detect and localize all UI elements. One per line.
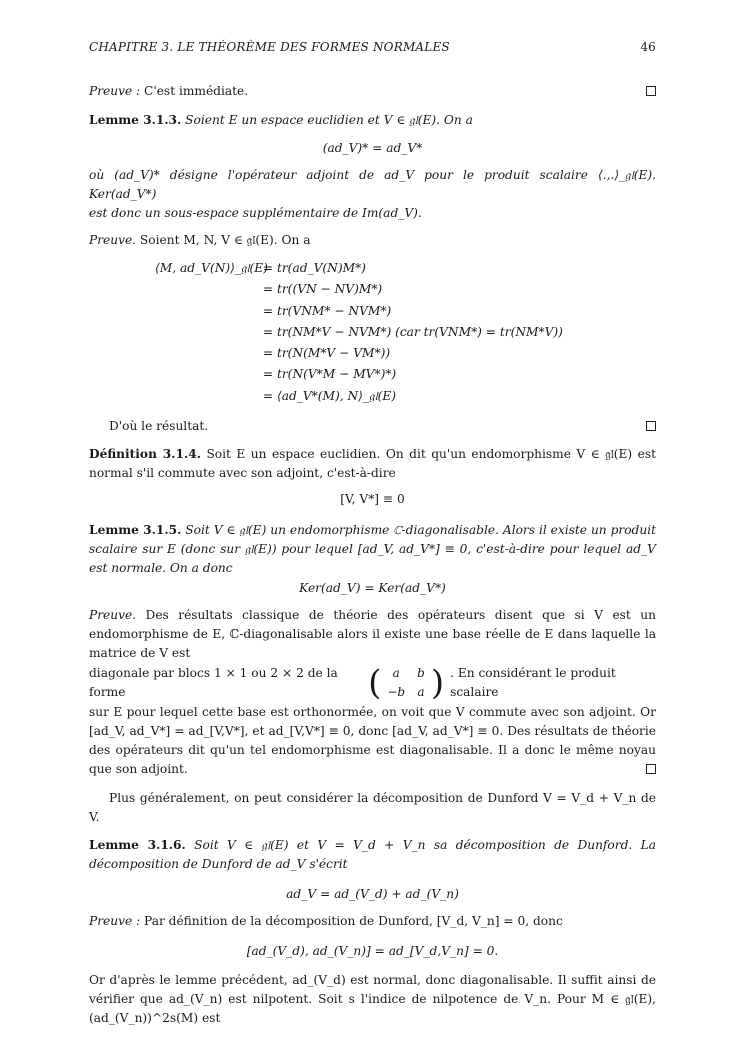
right-paren-icon: ) — [430, 663, 445, 704]
proof-end — [89, 417, 656, 436]
lemma-label: Lemme 3.1.3. — [89, 113, 182, 127]
proof-last-paragraph: Or d'après le lemme précédent, ad_(V_d) est normal, donc diagonalisable. Il suffit ainsi de vérifier que ad_(V_n) est nilpotent. Soit s l'indice de nilpotence de V_n. Pour M ∈ 𝔤𝔩(E), (ad_(V_n))^2s(M) est — [89, 973, 656, 1026]
proof-lemma-3-1-6 — [89, 912, 656, 931]
proof-text: Par définition de la décomposition de Dunford, [V_d, V_n] = 0, donc — [140, 914, 563, 929]
equation-normal: [V, V*] ≡ 0 — [340, 492, 405, 507]
matrix-cell: −b — [387, 685, 406, 700]
equation-kernel: Ker(ad_V) = Ker(ad_V*) — [299, 581, 446, 596]
derivation-lhs: ⟨M, ad_V(N)⟩_𝔤𝔩(E) — [155, 261, 268, 275]
derivation-line: = ⟨ad_V*(M), N⟩_𝔤𝔩(E) — [262, 388, 396, 403]
lemma-3-1-3 — [89, 111, 656, 130]
lemma-3-1-6 — [89, 836, 656, 874]
definition-3-1-4 — [89, 445, 656, 483]
definition-text: Soit E un espace euclidien. On dit qu'un endomorphisme V ∈ 𝔤𝔩(E) est normal s'il commute avec son adjoint, c'est-à-dire — [89, 447, 656, 481]
proof-text: Des résultats classique de théorie des opérateurs disent que si V est un endomorphisme de E, ℂ-diagonalisable alors il existe une base réelle de E dans laquelle la matrice de V est — [89, 608, 656, 661]
definition-label: Définition 3.1.4. — [89, 447, 201, 462]
equation-commutator: [ad_(V_d), ad_(V_n)] = ad_[V_d,V_n] = 0. — [246, 944, 499, 959]
block-matrix — [368, 663, 444, 703]
equation-adjoint: (ad_V)* = ad_V* — [322, 141, 423, 155]
proof-lemma-3-1-3 — [89, 231, 656, 250]
derivation-line: = tr(N(M*V − VM*)) — [262, 346, 391, 361]
proof-text: . En considérant le produit scalaire — [450, 666, 616, 700]
lemma-continuation-2: est donc un sous-espace supplémentaire de Im(ad_V). — [89, 206, 422, 220]
proof-label: Preuve. — [89, 233, 137, 247]
lemma-continuation-1: où (ad_V)* désigne l'opérateur adjoint de ad_V pour le produit scalaire ⟨.,.⟩_𝔤𝔩(E). Ker(ad_V*) — [89, 168, 656, 201]
derivation-line: = tr((VN − NV)M*) — [262, 282, 383, 297]
derivation-line: = tr(NM*V − NVM*) (car tr(VNM*) = tr(NM*V)) — [262, 324, 563, 339]
lemma-statement: Soit V ∈ 𝔤𝔩(E) et V = V_d + V_n sa décomposition de Dunford. La décomposition de Dunford de ad_V s'écrit — [89, 838, 656, 872]
matrix-table — [381, 664, 430, 702]
chapter-title: CHAPITRE 3. LE THÉORÈME DES FORMES NORMALES — [89, 40, 450, 54]
proof-text: Soient M, N, V ∈ 𝔤𝔩(E). On a — [136, 233, 311, 247]
lemma-label: Lemme 3.1.5. — [89, 523, 182, 538]
proof-label: Preuve. — [89, 608, 137, 623]
derivation-line: = tr(N(V*M − MV*)*) — [262, 367, 397, 382]
running-header — [89, 40, 656, 54]
qed-icon — [646, 764, 656, 774]
derivation-line: = tr(ad_V(N)M*) — [262, 261, 366, 275]
matrix-cell: a — [417, 685, 425, 700]
matrix-line — [89, 663, 656, 703]
lemma-statement: Soient E un espace euclidien et V ∈ 𝔤𝔩(E). On a — [181, 113, 473, 127]
lemma-label: Lemme 3.1.6. — [89, 838, 186, 853]
proof-label: Preuve : — [89, 914, 141, 929]
matrix-cell: a — [392, 666, 400, 681]
qed-icon — [646, 421, 656, 431]
left-paren-icon: ( — [368, 663, 382, 704]
qed-icon — [646, 86, 656, 96]
lemma-3-1-5 — [89, 521, 656, 578]
proof-immediate — [89, 82, 656, 101]
proof-label: Preuve : — [89, 84, 141, 98]
proof-conclusion: D'où le résultat. — [109, 419, 209, 434]
page — [89, 40, 656, 1028]
proof-lemma-3-1-5 — [89, 606, 656, 663]
dunford-paragraph: Plus généralement, on peut considérer la décomposition de Dunford V = V_d + V_n de V. — [89, 791, 656, 825]
page-number: 46 — [640, 40, 656, 54]
proof-continuation — [89, 703, 656, 779]
lemma-statement: Soit V ∈ 𝔤𝔩(E) un endomorphisme ℂ-diagonalisable. Alors il existe un produit scalaire sur E (donc sur 𝔤𝔩(E)) pour lequel [ad_V, ad_V*] ≡ 0, c'est-à-dire pour lequel ad_V est normale. On a donc — [89, 523, 656, 576]
proof-text: diagonale par blocs 1 × 1 ou 2 × 2 de la forme — [89, 666, 338, 700]
aligned-derivation — [155, 258, 656, 407]
derivation-line: = tr(VNM* − NVM*) — [262, 303, 392, 318]
proof-text: C'est immédiate. — [140, 84, 249, 98]
matrix-cell: b — [417, 666, 425, 681]
proof-text: sur E pour lequel cette base est orthonormée, on voit que V commute avec son adjoint. Or [ad_V, ad_V*] = ad_[V,V*], et ad_[V,V*] ≡ 0, donc [ad_V, ad_V*] ≡ 0. Des résultats de théorie des opérateurs dit qu'un tel endomorphisme est diagonalisable. Il a donc le même noyau que son adjoint. — [89, 705, 656, 777]
equation-dunford: ad_V = ad_(V_d) + ad_(V_n) — [286, 887, 459, 902]
